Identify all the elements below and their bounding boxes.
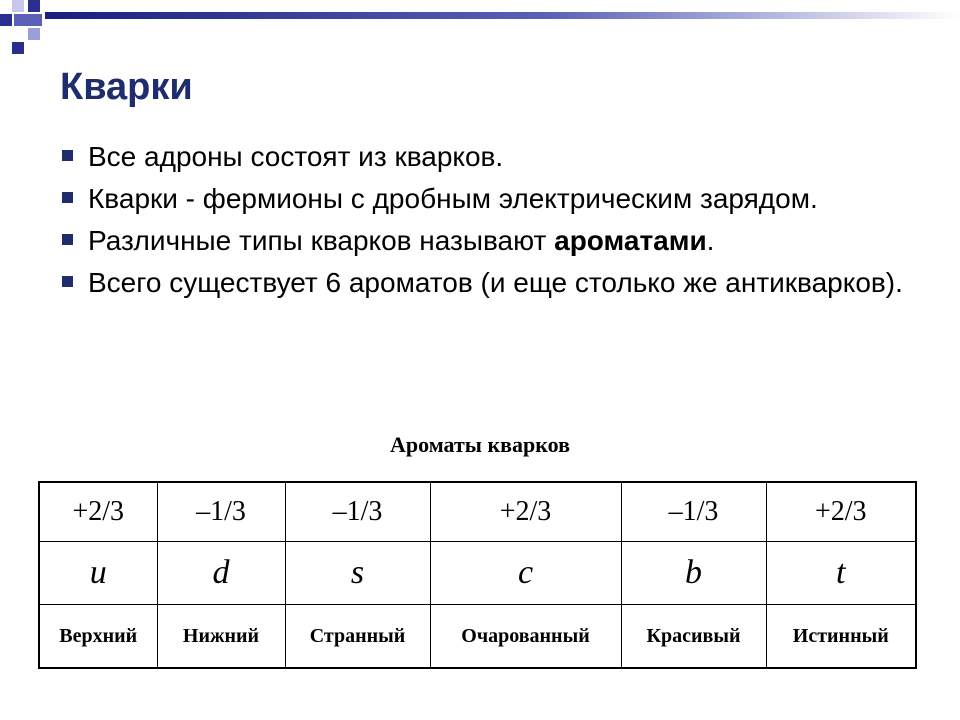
bullet-text: Кварки - фермионы с дробным электрическим зарядом. [88, 183, 818, 214]
header-decoration [0, 0, 960, 60]
symbol-cell: s [285, 542, 430, 605]
name-cell: Странный [285, 605, 430, 669]
name-cell: Нижний [157, 605, 285, 669]
square-bullet-icon [62, 234, 73, 245]
charge-cell: +2/3 [39, 482, 157, 542]
bullet-item [60, 140, 920, 174]
name-cell: Верхний [39, 605, 157, 669]
bullet-list [60, 140, 920, 308]
charge-cell: –1/3 [285, 482, 430, 542]
deco-square [12, 0, 24, 12]
charge-cell: +2/3 [430, 482, 621, 542]
charge-row [39, 482, 916, 542]
symbol-cell: d [157, 542, 285, 605]
name-cell: Красивый [621, 605, 766, 669]
deco-square [12, 42, 24, 54]
charge-cell: +2/3 [766, 482, 916, 542]
name-cell: Истинный [766, 605, 916, 669]
deco-square [0, 14, 12, 26]
bullet-text: Все адроны состоят из кварков. [88, 141, 504, 172]
deco-square [14, 14, 42, 26]
quark-flavors-table [38, 481, 917, 669]
deco-square [28, 0, 40, 12]
bullet-text-before: Различные типы кварков называют [88, 225, 555, 256]
deco-square [28, 28, 40, 40]
symbol-cell: u [39, 542, 157, 605]
bullet-text: Всего существует 6 ароматов (и еще столько же антикварков). [88, 267, 903, 298]
bullet-item [60, 224, 920, 258]
charge-cell: –1/3 [621, 482, 766, 542]
square-bullet-icon [62, 276, 73, 287]
symbol-row [39, 542, 916, 605]
name-row [39, 605, 916, 669]
symbol-cell: b [621, 542, 766, 605]
bullet-item [60, 182, 920, 216]
bullet-item [60, 266, 920, 300]
square-bullet-icon [62, 150, 73, 161]
charge-cell: –1/3 [157, 482, 285, 542]
name-cell: Очарованный [430, 605, 621, 669]
slide-title: Кварки [60, 66, 193, 108]
square-bullet-icon [62, 192, 73, 203]
symbol-cell: t [766, 542, 916, 605]
symbol-cell: c [430, 542, 621, 605]
table-caption: Ароматы кварков [390, 432, 570, 457]
bullet-text-emphasis: ароматами [554, 225, 707, 256]
header-bar [45, 12, 960, 19]
bullet-text-after: . [706, 225, 715, 256]
